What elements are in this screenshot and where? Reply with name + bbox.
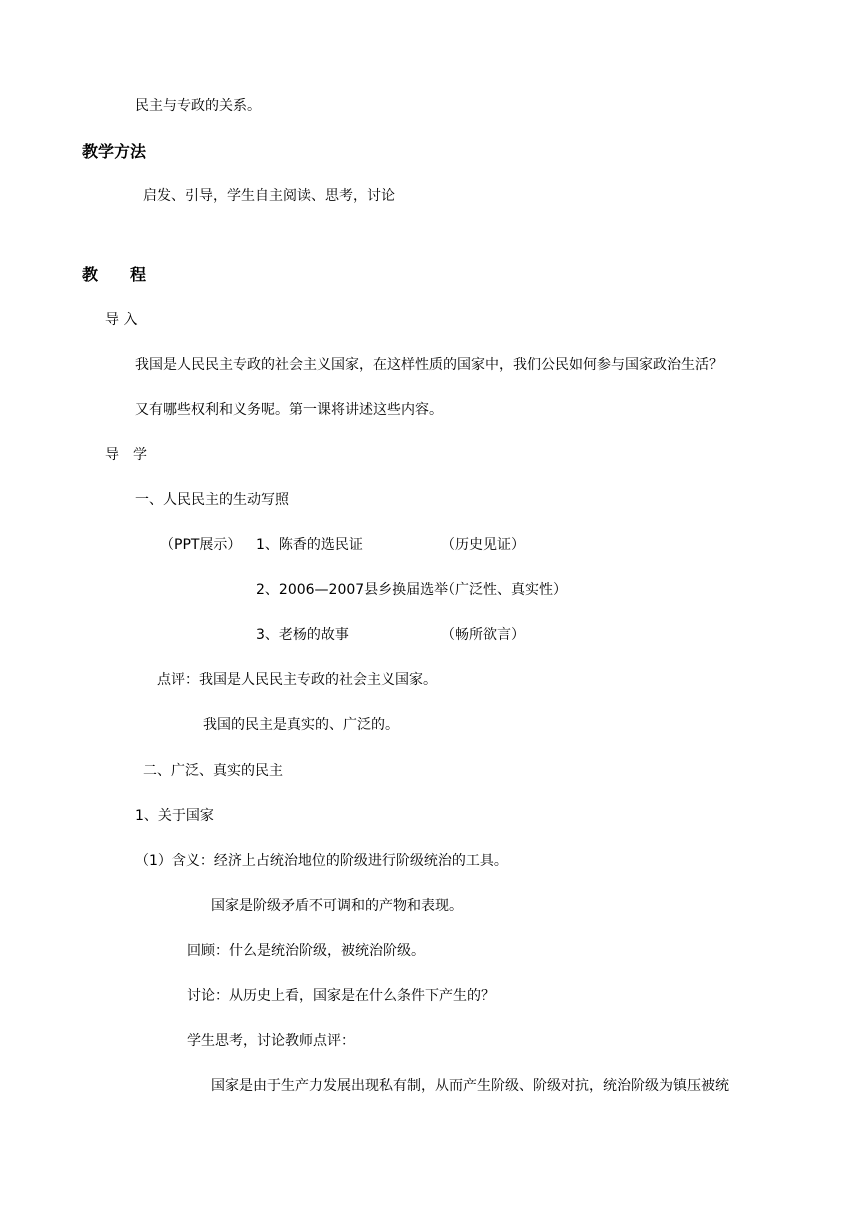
text-line: 我国是人民民主专政的社会主义国家，在这样性质的国家中，我们公民如何参与国家政治生活？ bbox=[135, 357, 723, 373]
text-line: 民主与专政的关系。 bbox=[135, 98, 261, 114]
list-item: 2、2006—2007县乡换届选举 bbox=[256, 582, 449, 598]
text-line: 回顾：什么是统治阶级，被统治阶级。 bbox=[187, 943, 425, 959]
text-line: 二、广泛、真实的民主 bbox=[143, 763, 283, 779]
text-line: 国家是阶级矛盾不可调和的产物和表现。 bbox=[211, 898, 463, 914]
list-item-note: （广泛性、真实性） bbox=[441, 582, 567, 598]
subsection-heading: 导 学 bbox=[105, 447, 147, 463]
text-line: （1）含义：经济上占统治地位的阶级进行阶级统治的工具。 bbox=[135, 853, 508, 869]
text-line: 启发、引导，学生自主阅读、思考，讨论 bbox=[143, 188, 395, 204]
list-item-note: （历史见证） bbox=[441, 537, 525, 553]
section-heading: 教学方法 bbox=[82, 142, 147, 161]
text-line: 我国的民主是真实的、广泛的。 bbox=[203, 717, 399, 733]
text-line: 一、人民民主的生动写照 bbox=[135, 492, 289, 508]
text-line: 1、关于国家 bbox=[135, 808, 214, 824]
list-item-note: （畅所欲言） bbox=[441, 627, 525, 643]
text-line: 国家是由于生产力发展出现私有制，从而产生阶级、阶级对抗，统治阶级为镇压被统 bbox=[211, 1078, 729, 1094]
ppt-label: （PPT展示） bbox=[160, 537, 242, 553]
list-item: 3、老杨的故事 bbox=[256, 627, 349, 643]
section-heading: 教 程 bbox=[82, 265, 147, 284]
subsection-heading: 导 入 bbox=[105, 312, 138, 328]
text-line: 点评：我国是人民民主专政的社会主义国家。 bbox=[157, 672, 437, 688]
text-line: 讨论：从历史上看，国家是在什么条件下产生的？ bbox=[187, 988, 495, 1004]
list-item: 1、陈香的选民证 bbox=[256, 537, 363, 553]
text-line: 又有哪些权利和义务呢。第一课将讲述这些内容。 bbox=[135, 402, 443, 418]
text-line: 学生思考，讨论教师点评： bbox=[187, 1033, 355, 1049]
